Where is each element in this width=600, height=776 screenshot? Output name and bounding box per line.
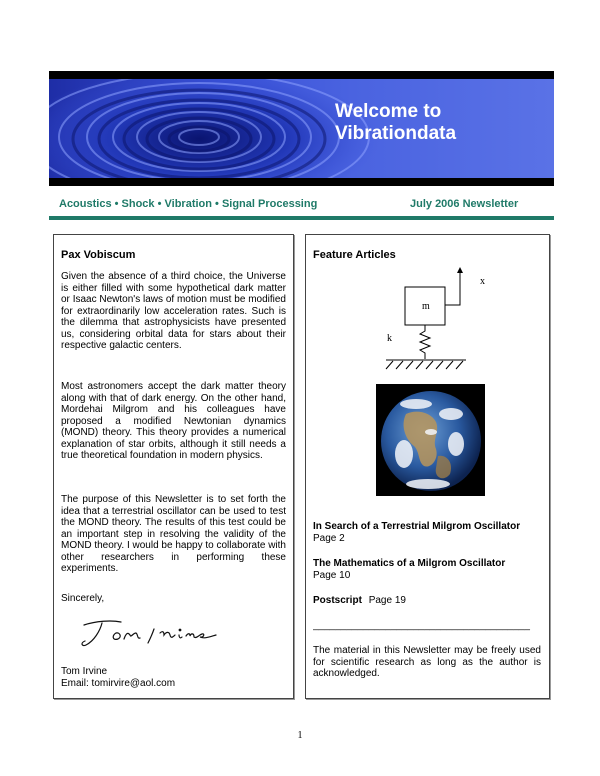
article-2-page: Page 10	[313, 570, 351, 581]
banner-title-line1: Welcome to	[335, 101, 442, 122]
editorial-paragraph-1: Given the absence of a third choice, the Universe is either filled with some hypothetical dark matter or Isaac Newton's laws of motion must be modified for extraordinarily low acceleration rates. Such is the dilemma that astrophysicists have presented us, considering orbital data for stars about their respective galactic centers.	[61, 271, 286, 351]
page-number: 1	[297, 730, 303, 741]
article-1-title[interactable]: In Search of a Terrestrial Milgrom Oscillator	[313, 521, 521, 532]
editorial-box	[53, 234, 294, 699]
feature-articles-box	[305, 234, 550, 699]
topics-tagline: Acoustics • Shock • Vibration • Signal Processing	[59, 198, 318, 210]
editorial-paragraph-3: The purpose of this Newsletter is to set forth the idea that a terrestrial oscillator can be used to test the MOND theory. The results of this test could be an important step in resolving the validity of the MOND theory. I would be happy to collaborate with other researchers in performing these experiments.	[61, 494, 286, 574]
author-email[interactable]: Email: tomirvire@aol.com	[61, 678, 176, 689]
closing-salutation: Sincerely,	[61, 593, 105, 604]
postscript-page: Page 19	[368, 595, 406, 606]
earth-image	[376, 384, 485, 496]
section-separator: _______________________________________	[313, 620, 530, 631]
article-1-page: Page 2	[313, 533, 345, 544]
header-divider	[49, 216, 554, 220]
editorial-heading: Pax Vobiscum	[61, 249, 136, 261]
article-2-title[interactable]: The Mathematics of a Milgrom Oscillator	[313, 558, 506, 569]
water-ripple-image	[49, 79, 554, 178]
editorial-paragraph-2: Most astronomers accept the dark matter theory along with that of dark energy. On the other hand, Mordehai Milgrom and his colleagues have proposed a modified Newtonian dynamics (MOND) theory. This theory provides a numerical explanation of star orbits, although it still needs a true theoretical foundation in modern physics.	[61, 381, 286, 461]
spring	[420, 325, 430, 359]
usage-notice: The material in this Newsletter may be freely used for scientific research as long as the author is acknowledged.	[313, 645, 541, 679]
banner-title	[335, 101, 456, 145]
postscript-label: Postscript	[313, 595, 362, 606]
label-x: x	[480, 276, 485, 287]
postscript-entry[interactable]	[313, 595, 406, 606]
label-m: m	[422, 301, 430, 312]
handwritten-signature	[76, 615, 226, 651]
spring-mass-diagram	[361, 265, 511, 375]
header-banner	[49, 71, 554, 186]
banner-title-line2: Vibrationdata	[335, 123, 457, 144]
ground-hatch	[386, 361, 463, 369]
author-name: Tom Irvine	[61, 666, 108, 677]
newsletter-issue: July 2006 Newsletter	[410, 198, 519, 210]
feature-articles-heading: Feature Articles	[313, 249, 396, 261]
label-k: k	[387, 333, 392, 344]
displacement-arrow	[445, 272, 460, 305]
